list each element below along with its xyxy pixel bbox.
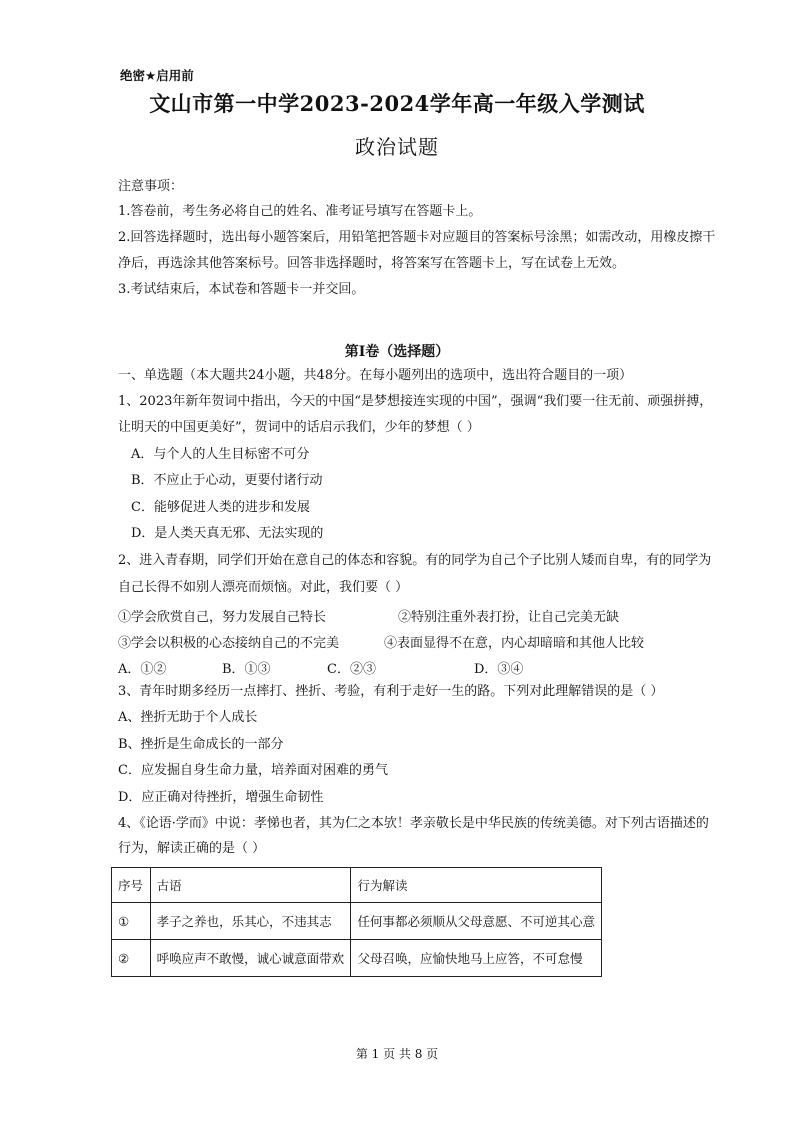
question-4-stem: 4、《论语·学而》中说：孝悌也者，其为仁之本欤！孝亲敬长是中华民族的传统美德。对下列古语描述的 — [118, 816, 709, 831]
question-2-statement: ④表面显得不在意，内心却暗暗和其他人比较 — [384, 636, 645, 651]
table-row — [112, 903, 602, 940]
question-2-statement: ①学会欣赏自己，努力发展自己特长 — [118, 610, 327, 625]
table-row — [112, 940, 602, 977]
note-item: 净后，再选涂其他答案标号。回答非选择题时，将答案写在答题卡上，写在试卷上无效。 — [118, 256, 626, 271]
section-title: 第I卷（选择题） — [344, 344, 450, 360]
table-cell: ② — [112, 940, 151, 977]
table-header-cell: 古语 — [150, 868, 351, 903]
question-1-option-c: C．能够促进人类的进步和发展 — [131, 500, 310, 515]
table-cell: ① — [112, 903, 151, 940]
secret-mark: 绝密★启用前 — [120, 68, 194, 83]
question-4-table — [111, 867, 602, 977]
question-1-option-a: A．与个人的人生目标密不可分 — [131, 447, 310, 462]
table-header-row — [112, 868, 602, 903]
question-2-choice-c: C．②③ — [327, 662, 376, 677]
exam-title: 文山市第一中学2023-2024学年高一年级入学测试 — [149, 91, 645, 116]
note-item: 3.考试结束后，本试卷和答题卡一并交回。 — [118, 282, 365, 297]
question-3-stem: 3、青年时期多经历一点摔打、挫折、考验，有利于走好一生的路。下列对此理解错误的是（ ） — [118, 684, 664, 699]
notes-heading: 注意事项： — [118, 179, 184, 194]
table-header-cell: 行为解读 — [351, 868, 602, 903]
question-3-option-b: B、挫折是生命成长的一部分 — [118, 737, 284, 752]
question-3-option-a: A、挫折无助于个人成长 — [118, 710, 258, 725]
question-4-stem: 行为，解读正确的是（ ） — [118, 841, 266, 856]
table-cell: 孝子之养也，乐其心，不违其志 — [150, 903, 351, 940]
table-header-cell: 序号 — [112, 868, 151, 903]
question-3-option-d: D．应正确对待挫折，增强生命韧性 — [118, 790, 324, 805]
question-2-stem: 自己长得不如别人漂亮而烦恼。对此，我们要（ ） — [118, 580, 409, 595]
table-cell: 父母召唤，应愉快地马上应答，不可怠慢 — [351, 940, 602, 977]
section-intro: 一、单选题（本大题共24小题，共48分。在每小题列出的选项中，选出符合题目的一项） — [118, 368, 633, 383]
question-2-statement: ③学会以积极的心态接纳自己的不完美 — [118, 636, 340, 651]
exam-subtitle: 政治试题 — [355, 135, 439, 159]
question-1-stem: 1、2023年新年贺词中指出，今天的中国“是梦想接连实现的中国”，强调“我们要一往无前、顽强拼搏， — [118, 394, 713, 409]
table-cell: 任何事都必须顺从父母意愿、不可逆其心意 — [351, 903, 602, 940]
question-2-choice-a: A．①② — [118, 662, 167, 677]
question-1-stem: 让明天的中国更美好”，贺词中的话启示我们，少年的梦想（ ） — [118, 420, 480, 435]
question-2-stem: 2、进入青春期，同学们开始在意自己的体态和容貌。有的同学为自己个子比别人矮而自卑，有的同学为 — [118, 553, 712, 568]
table-cell: 呼唤应声不敢慢，诚心诚意面带欢 — [150, 940, 351, 977]
question-3-option-c: C．应发掘自身生命力量，培养面对困难的勇气 — [118, 763, 388, 778]
question-2-choice-b: B．①③ — [222, 662, 271, 677]
question-2-statement: ②特别注重外表打扮，让自己完美无缺 — [398, 610, 620, 625]
question-1-option-b: B．不应止于心动，更要付诸行动 — [131, 473, 323, 488]
page-footer: 第 1 页 共 8 页 — [355, 1047, 439, 1061]
question-1-option-d: D．是人类天真无邪、无法实现的 — [131, 526, 324, 541]
note-item: 1.答卷前，考生务必将自己的姓名、准考证号填写在答题卡上。 — [118, 204, 482, 219]
question-2-choice-d: D．③④ — [474, 662, 524, 677]
note-item: 2.回答选择题时，选出每小题答案后，用铅笔把答题卡对应题目的答案标号涂黑；如需改动，用橡皮擦干 — [118, 230, 716, 245]
